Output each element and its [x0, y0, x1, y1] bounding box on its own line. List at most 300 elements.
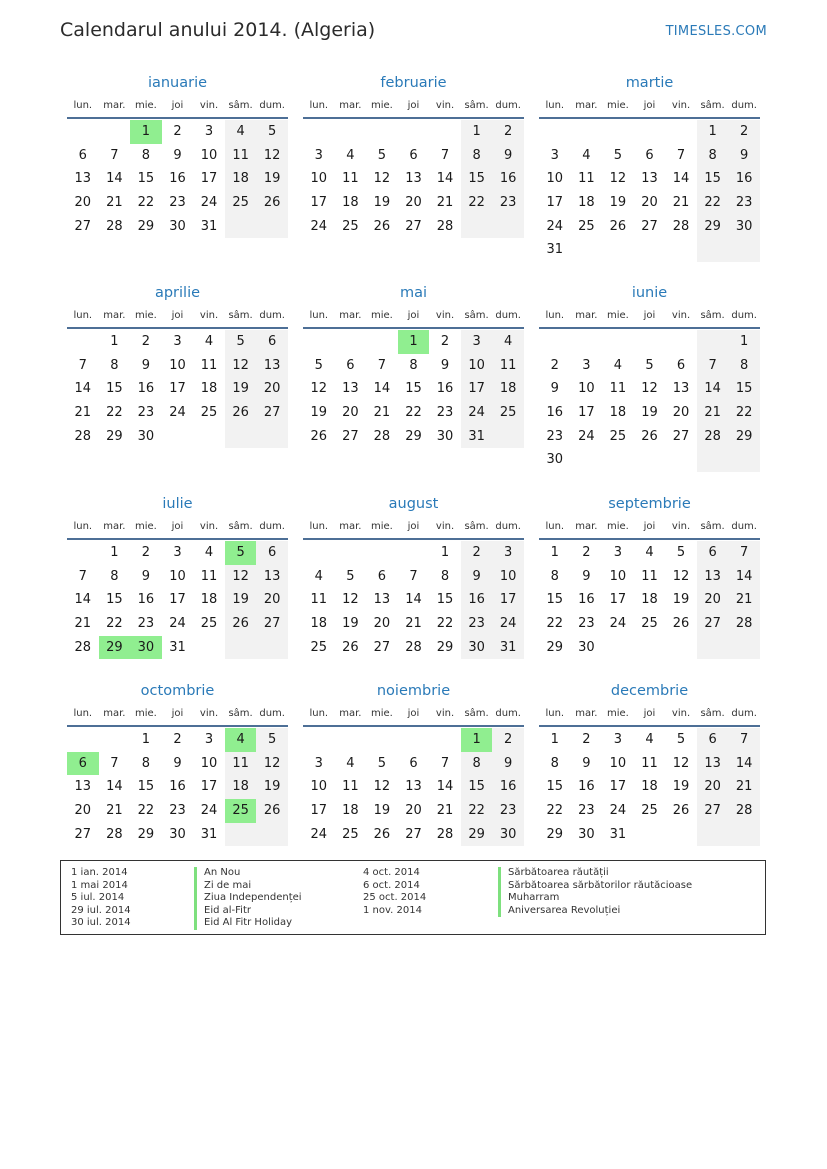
month-august	[303, 492, 524, 659]
weekday-label: vin.	[671, 310, 691, 321]
day-cell: 20	[405, 195, 422, 211]
day-cell: 12	[342, 592, 359, 608]
day-cell: 24	[492, 612, 524, 636]
day-cell: 3	[582, 357, 591, 373]
day-cell: 26	[225, 612, 257, 636]
day-cell: 15	[546, 592, 564, 608]
day-cell: 23	[461, 612, 493, 636]
day-cell: 23	[728, 191, 760, 215]
day-cell: 23	[492, 191, 524, 215]
day-cell: 30	[169, 218, 186, 234]
day-cell: 4	[204, 545, 214, 560]
empty-day-cell	[335, 541, 367, 565]
day-cell: 9	[141, 357, 151, 373]
day-cell: 16	[436, 381, 454, 397]
day-cell: 11	[342, 779, 359, 795]
day-cell: 11	[492, 354, 524, 378]
empty-day-cell	[571, 448, 603, 472]
day-cell: 5	[256, 728, 288, 752]
weekday-label: sâm.	[700, 708, 725, 719]
day-cell: 29	[461, 823, 493, 847]
day-cell: 22	[436, 616, 454, 632]
day-cell: 18	[342, 803, 359, 819]
legend-date: 1 mai 2014	[71, 879, 128, 891]
day-grid	[67, 330, 288, 448]
day-cell: 5	[676, 545, 686, 560]
day-cell: 2	[141, 334, 151, 349]
day-cell: 1	[461, 728, 493, 752]
day-cell: 9	[582, 568, 591, 584]
legend-holiday-name: Sărbătoarea răutății	[498, 867, 692, 880]
day-cell: 21	[106, 803, 123, 819]
weekday-label: sâm.	[228, 310, 253, 321]
weekday-label: lun.	[545, 100, 565, 111]
day-cell: 13	[342, 381, 359, 397]
day-cell: 6	[256, 330, 288, 354]
day-cell: 28	[373, 428, 391, 444]
weekday-label: dum.	[495, 310, 521, 321]
weekday-header	[539, 516, 760, 540]
day-cell: 6	[645, 147, 654, 163]
weekday-label: vin.	[435, 708, 455, 719]
weekday-label: mie.	[134, 100, 157, 111]
day-cell: 11	[578, 171, 595, 187]
day-cell: 19	[373, 803, 391, 819]
day-cell: 4	[225, 120, 257, 144]
day-cell: 17	[169, 592, 186, 608]
day-cell: 26	[225, 401, 257, 425]
day-grid	[303, 120, 524, 238]
day-cell: 25	[492, 401, 524, 425]
day-cell: 10	[310, 171, 328, 187]
weekday-label: joi	[171, 310, 184, 321]
day-cell: 5	[613, 147, 623, 163]
day-cell: 19	[672, 779, 690, 795]
day-cell: 16	[137, 592, 155, 608]
empty-day-cell	[303, 330, 335, 354]
day-cell: 2	[728, 120, 760, 144]
day-cell: 15	[106, 592, 123, 608]
day-cell: 10	[169, 357, 186, 373]
weekday-header	[67, 95, 288, 119]
day-cell: 21	[728, 588, 760, 612]
weekday-label: sâm.	[464, 310, 489, 321]
empty-day-cell	[398, 120, 430, 144]
day-cell: 5	[225, 541, 257, 565]
day-cell: 16	[728, 167, 760, 191]
day-cell: 6	[409, 147, 418, 163]
holiday-legend	[60, 860, 766, 935]
day-cell: 13	[672, 381, 690, 397]
weekday-label: mie.	[606, 708, 629, 719]
day-cell: 22	[546, 803, 564, 819]
day-cell: 19	[342, 616, 359, 632]
month-title: iunie	[631, 285, 668, 301]
day-cell: 13	[256, 565, 288, 589]
day-cell: 4	[346, 147, 355, 163]
day-cell: 22	[461, 799, 493, 823]
day-cell: 5	[377, 147, 387, 163]
day-grid	[539, 541, 760, 659]
empty-day-cell	[728, 238, 760, 262]
day-cell: 24	[546, 218, 564, 234]
day-cell: 1	[550, 545, 559, 560]
empty-day-cell	[634, 448, 666, 472]
day-cell: 7	[697, 354, 729, 378]
day-cell: 25	[200, 616, 218, 632]
day-cell: 25	[310, 639, 328, 655]
day-cell: 25	[342, 218, 359, 234]
weekday-label: joi	[407, 100, 420, 111]
empty-day-cell	[67, 120, 99, 144]
empty-day-cell	[539, 330, 571, 354]
day-cell: 3	[613, 545, 623, 560]
weekday-label: lun.	[73, 521, 93, 532]
day-cell: 20	[641, 195, 658, 211]
day-grid	[303, 728, 524, 846]
day-grid	[67, 120, 288, 238]
day-cell: 18	[225, 775, 257, 799]
day-cell: 16	[492, 167, 524, 191]
day-cell: 25	[225, 799, 257, 823]
weekday-label: mar.	[339, 708, 362, 719]
day-cell: 10	[546, 171, 564, 187]
weekday-label: dum.	[259, 310, 285, 321]
day-cell: 24	[200, 195, 218, 211]
day-cell: 2	[582, 732, 591, 747]
day-cell: 23	[492, 799, 524, 823]
day-cell: 13	[74, 171, 92, 187]
day-cell: 20	[256, 377, 288, 401]
weekday-label: dum.	[495, 100, 521, 111]
day-cell: 11	[200, 568, 218, 584]
empty-day-cell	[366, 728, 398, 752]
weekday-label: dum.	[731, 521, 757, 532]
legend-date: 5 iul. 2014	[71, 892, 125, 903]
day-cell: 29	[137, 826, 155, 842]
day-cell: 23	[169, 195, 186, 211]
weekday-label: mar.	[339, 521, 362, 532]
weekday-header	[67, 516, 288, 540]
legend-date: 30 iul. 2014	[71, 917, 131, 928]
weekday-label: joi	[171, 521, 184, 532]
day-cell: 22	[106, 405, 123, 421]
empty-day-cell	[225, 215, 257, 239]
month-iulie	[67, 492, 288, 659]
day-cell: 11	[200, 357, 218, 373]
day-cell: 21	[373, 405, 391, 421]
empty-day-cell	[665, 823, 697, 847]
day-cell: 19	[609, 195, 627, 211]
day-cell: 5	[676, 732, 686, 747]
day-cell: 18	[225, 167, 257, 191]
day-cell: 4	[645, 545, 654, 560]
day-cell: 22	[405, 405, 422, 421]
weekday-label: dum.	[495, 521, 521, 532]
weekday-label: vin.	[199, 521, 219, 532]
empty-day-cell	[461, 215, 493, 239]
legend-date: 6 oct. 2014	[363, 879, 420, 891]
day-cell: 14	[106, 171, 123, 187]
day-cell: 28	[436, 826, 454, 842]
day-cell: 28	[697, 425, 729, 449]
day-cell: 17	[578, 405, 595, 421]
day-cell: 3	[204, 124, 214, 139]
page-title: Calendarul anului 2014. (Algeria)	[60, 19, 376, 41]
day-cell: 1	[697, 120, 729, 144]
day-cell: 11	[609, 381, 627, 397]
weekday-label: dum.	[731, 708, 757, 719]
day-cell: 27	[74, 826, 92, 842]
empty-day-cell	[335, 330, 367, 354]
weekday-header	[539, 95, 760, 119]
day-cell: 27	[405, 826, 422, 842]
empty-day-cell	[492, 215, 524, 239]
day-cell: 26	[256, 191, 288, 215]
day-cell: 24	[609, 803, 627, 819]
day-cell: 4	[225, 728, 257, 752]
weekday-label: lun.	[309, 100, 329, 111]
weekday-label: mar.	[103, 708, 126, 719]
day-cell: 20	[405, 803, 422, 819]
day-cell: 14	[728, 565, 760, 589]
day-cell: 5	[256, 120, 288, 144]
month-title: decembrie	[610, 683, 689, 699]
day-cell: 6	[346, 357, 355, 373]
empty-day-cell	[697, 238, 729, 262]
weekday-label: joi	[643, 708, 656, 719]
empty-day-cell	[665, 636, 697, 660]
empty-day-cell	[665, 330, 697, 354]
weekday-label: mie.	[370, 521, 393, 532]
empty-day-cell	[256, 215, 288, 239]
empty-day-cell	[429, 728, 461, 752]
empty-day-cell	[335, 120, 367, 144]
brand-link[interactable]: TIMESLES.COM	[665, 24, 767, 39]
empty-day-cell	[728, 636, 760, 660]
weekday-label: sâm.	[464, 100, 489, 111]
day-cell: 7	[728, 728, 760, 752]
month-mai	[303, 281, 524, 448]
day-cell: 22	[106, 616, 123, 632]
day-cell: 30	[137, 428, 155, 444]
day-cell: 10	[200, 755, 218, 771]
day-cell: 13	[74, 779, 92, 795]
day-cell: 12	[609, 171, 627, 187]
day-cell: 1	[398, 330, 430, 354]
day-cell: 5	[377, 755, 387, 771]
month-title: ianuarie	[147, 75, 208, 91]
day-cell: 12	[373, 171, 391, 187]
day-cell: 9	[440, 357, 450, 373]
weekday-label: joi	[407, 708, 420, 719]
day-cell: 31	[546, 242, 564, 258]
day-cell: 26	[641, 428, 658, 444]
day-cell: 18	[200, 381, 218, 397]
day-grid	[67, 728, 288, 846]
day-cell: 28	[436, 218, 454, 234]
day-cell: 2	[173, 732, 182, 747]
day-cell: 1	[440, 545, 450, 560]
weekday-label: sâm.	[228, 708, 253, 719]
day-cell: 21	[436, 195, 454, 211]
day-cell: 9	[550, 381, 559, 397]
weekday-header	[67, 305, 288, 329]
day-cell: 1	[110, 334, 119, 349]
day-cell: 19	[310, 405, 328, 421]
day-cell: 30	[728, 215, 760, 239]
day-cell: 19	[373, 195, 391, 211]
empty-day-cell	[225, 636, 257, 660]
weekday-label: joi	[171, 708, 184, 719]
day-grid	[539, 728, 760, 846]
empty-day-cell	[256, 823, 288, 847]
day-cell: 3	[314, 755, 323, 771]
day-cell: 29	[436, 639, 454, 655]
day-cell: 20	[74, 195, 92, 211]
day-cell: 8	[409, 357, 418, 373]
day-cell: 28	[728, 799, 760, 823]
day-cell: 7	[110, 755, 119, 771]
day-cell: 14	[672, 171, 690, 187]
empty-day-cell	[697, 330, 729, 354]
day-cell: 30	[578, 826, 595, 842]
day-cell: 15	[436, 592, 454, 608]
empty-day-cell	[429, 120, 461, 144]
empty-day-cell	[303, 728, 335, 752]
day-cell: 28	[672, 218, 690, 234]
empty-day-cell	[728, 448, 760, 472]
day-cell: 17	[200, 779, 218, 795]
day-cell: 2	[582, 545, 591, 560]
weekday-label: vin.	[199, 100, 219, 111]
day-cell: 3	[314, 147, 323, 163]
month-martie	[539, 71, 760, 262]
weekday-label: mar.	[575, 708, 598, 719]
day-cell: 9	[728, 144, 760, 168]
day-cell: 2	[461, 541, 493, 565]
day-cell: 23	[546, 428, 564, 444]
day-cell: 4	[613, 357, 623, 373]
weekday-label: lun.	[309, 708, 329, 719]
day-cell: 19	[672, 592, 690, 608]
day-cell: 13	[373, 592, 391, 608]
day-cell: 6	[697, 728, 729, 752]
day-cell: 31	[169, 639, 186, 655]
day-cell: 7	[78, 357, 87, 373]
weekday-label: vin.	[435, 521, 455, 532]
legend-holiday-name: Sărbătoarea sărbătorilor răutăcioase	[498, 880, 692, 893]
month-title: septembrie	[608, 496, 691, 512]
day-cell: 30	[546, 452, 564, 468]
day-cell: 12	[672, 755, 690, 771]
weekday-label: sâm.	[700, 521, 725, 532]
day-cell: 2	[440, 334, 450, 349]
day-cell: 16	[492, 775, 524, 799]
day-cell: 8	[550, 755, 559, 771]
weekday-label: mar.	[103, 521, 126, 532]
day-cell: 20	[697, 588, 729, 612]
day-cell: 27	[697, 799, 729, 823]
day-cell: 4	[204, 334, 214, 349]
day-cell: 23	[578, 803, 595, 819]
day-cell: 21	[405, 616, 422, 632]
weekday-label: sâm.	[464, 708, 489, 719]
legend-holiday-name: Aniversarea Revoluției	[498, 905, 692, 918]
day-cell: 13	[256, 354, 288, 378]
legend-dates-left	[71, 867, 131, 930]
day-cell: 3	[613, 732, 623, 747]
day-cell: 25	[641, 616, 658, 632]
day-cell: 9	[492, 144, 524, 168]
day-cell: 6	[256, 541, 288, 565]
weekday-label: mie.	[606, 521, 629, 532]
day-cell: 19	[256, 775, 288, 799]
weekday-label: mie.	[606, 310, 629, 321]
day-cell: 29	[728, 425, 760, 449]
day-cell: 29	[137, 218, 155, 234]
weekday-label: lun.	[73, 708, 93, 719]
empty-day-cell	[602, 330, 634, 354]
weekday-label: joi	[171, 100, 184, 111]
weekday-label: vin.	[435, 100, 455, 111]
weekday-label: lun.	[545, 310, 565, 321]
legend-holiday-name: Zi de mai	[194, 880, 302, 893]
day-cell: 22	[697, 191, 729, 215]
day-cell: 31	[609, 826, 627, 842]
empty-day-cell	[398, 728, 430, 752]
weekday-label: mar.	[103, 100, 126, 111]
empty-day-cell	[697, 823, 729, 847]
day-cell: 27	[342, 428, 359, 444]
empty-day-cell	[303, 541, 335, 565]
day-cell: 18	[342, 195, 359, 211]
day-cell: 27	[74, 218, 92, 234]
empty-day-cell	[634, 636, 666, 660]
day-cell: 6	[676, 357, 686, 373]
weekday-label: sâm.	[700, 100, 725, 111]
day-cell: 30	[492, 823, 524, 847]
day-cell: 7	[440, 755, 450, 771]
weekday-label: sâm.	[228, 521, 253, 532]
day-cell: 1	[141, 732, 151, 747]
weekday-label: mie.	[606, 100, 629, 111]
day-cell: 6	[409, 755, 418, 771]
legend-date: 1 ian. 2014	[71, 867, 128, 878]
day-cell: 29	[405, 428, 422, 444]
day-cell: 10	[310, 779, 328, 795]
day-cell: 3	[492, 541, 524, 565]
day-cell: 24	[310, 218, 328, 234]
weekday-label: dum.	[495, 708, 521, 719]
weekday-label: mar.	[103, 310, 126, 321]
day-cell: 18	[609, 405, 627, 421]
day-cell: 24	[609, 616, 627, 632]
day-cell: 6	[377, 568, 387, 584]
empty-day-cell	[571, 238, 603, 262]
day-cell: 21	[106, 195, 123, 211]
day-cell: 24	[461, 401, 493, 425]
day-cell: 22	[728, 401, 760, 425]
day-cell: 28	[74, 639, 92, 655]
day-cell: 11	[342, 171, 359, 187]
empty-day-cell	[162, 425, 194, 449]
weekday-label: vin.	[671, 100, 691, 111]
weekday-header	[303, 95, 524, 119]
weekday-header	[67, 703, 288, 727]
day-cell: 29	[546, 826, 564, 842]
day-cell: 10	[578, 381, 595, 397]
